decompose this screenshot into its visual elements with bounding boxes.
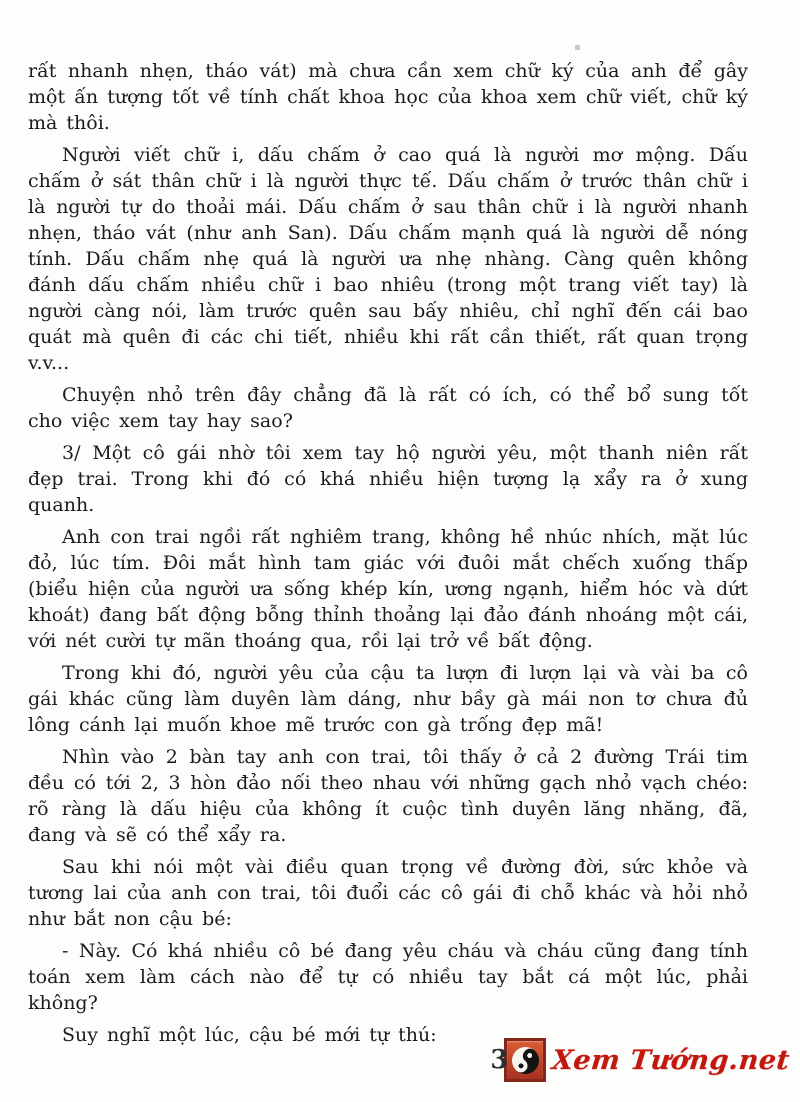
yin-yang-icon: [506, 1041, 544, 1079]
paragraph-8: Sau khi nói một vài điều quan trọng về đường đời, sức khỏe và tương lai của anh con trai, tôi đuổi các cô gái đi chỗ khác và hỏi nhỏ như bắt non cậu bé:: [28, 856, 748, 930]
paragraph-5: Anh con trai ngồi rất nghiêm trang, không hề nhúc nhích, mặt lúc đỏ, lúc tím. Đôi mắt hình tam giác với đuôi mắt chếch xuống thấp (biểu hiện của người ưa sống khép kín, ương ngạnh, hiểm hóc và dứt khoát) đang bất động bỗng thỉnh thoảng lại đảo đánh nhoáng một cái, với nét cười tự mãn thoáng qua, rồi lại trở về bất động.: [28, 526, 748, 652]
paragraph-6: Trong khi đó, người yêu của cậu ta lượn đi lượn lại và vài ba cô gái khác cũng làm duyên làm dáng, như bầy gà mái non tơ chưa đủ lông cánh lại muốn khoe mẽ trước con gà trống đẹp mã!: [28, 662, 748, 736]
paragraph-7: Nhìn vào 2 bàn tay anh con trai, tôi thấy ở cả 2 đường Trái tim đều có tới 2, 3 hòn đảo nối theo nhau với những gạch nhỏ vạch chéo: rõ ràng là dấu hiệu của không ít cuộc tình duyên lăng nhăng, đã, đang và sẽ có thể xẩy ra.: [28, 746, 748, 846]
watermark-logo-box: [504, 1038, 546, 1082]
paragraph-10: Suy nghĩ một lúc, cậu bé mới tự thú:: [62, 1024, 437, 1046]
page-body: [28, 58, 748, 1054]
page-number: 3: [490, 1045, 509, 1075]
paragraph-9: - Này. Có khá nhiều cô bé đang yêu cháu và cháu cũng đang tính toán xem làm cách nào để tự có nhiều tay bắt cá một lúc, phải không?: [28, 940, 748, 1014]
watermark-text: Xem Tướng.net: [550, 1044, 792, 1076]
scan-artifact-speck: [575, 45, 580, 50]
page-footer: [490, 1038, 790, 1082]
paragraph-2: Người viết chữ i, dấu chấm ở cao quá là người mơ mộng. Dấu chấm ở sát thân chữ i là người thực tế. Dấu chấm ở trước thân chữ i là người tự do thoải mái. Dấu chấm ở sau thân chữ i là người nhanh nhẹn, tháo vát (như anh San). Dấu chấm mạnh quá là người dễ nóng tính. Dấu chấm nhẹ quá là người ưa nhẹ nhàng. Càng quên không đánh dấu chấm nhiều chữ i bao nhiêu (trong một trang viết tay) là người càng nói, làm trước quên sau bấy nhiêu, chỉ nghĩ đến cái bao quát mà quên đi các chi tiết, nhiều khi rất cần thiết, rất quan trọng v.v...: [28, 144, 748, 374]
paragraph-1: rất nhanh nhẹn, tháo vát) mà chưa cần xem chữ ký của anh để gây một ấn tượng tốt về tính chất khoa học của khoa xem chữ viết, chữ ký mà thôi.: [28, 60, 748, 134]
paragraph-4: 3/ Một cô gái nhờ tôi xem tay hộ người yêu, một thanh niên rất đẹp trai. Trong khi đó có khá nhiều hiện tượng lạ xẩy ra ở xung quanh.: [28, 442, 748, 516]
paragraph-3: Chuyện nhỏ trên đây chẳng đã là rất có ích, có thể bổ sung tốt cho việc xem tay hay sao?: [28, 384, 748, 432]
